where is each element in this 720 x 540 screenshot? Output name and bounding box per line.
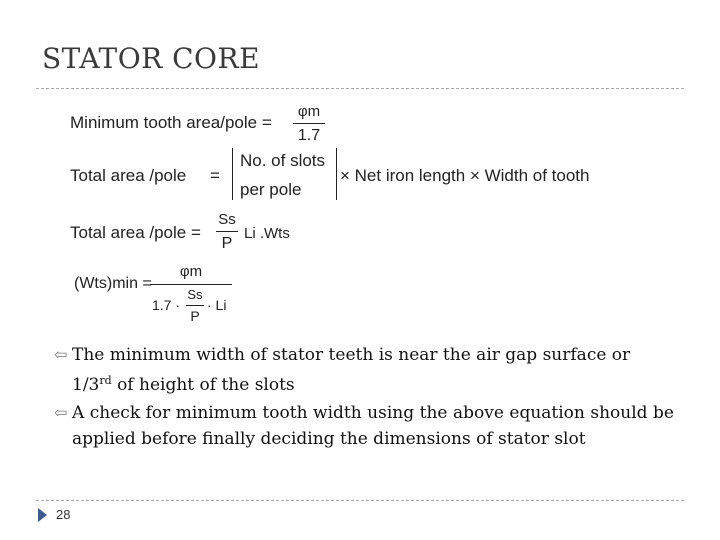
bullet-1-text: The minimum width of stator teeth is near the air gap surface or 1/3 — [72, 345, 631, 395]
eq1-lhs: Minimum tooth area/pole = — [70, 113, 272, 132]
slide-title: STATOR CORE — [42, 42, 261, 75]
arrow-left-icon: ⇦ — [54, 403, 68, 422]
bullet-1-superscript: rd — [99, 374, 112, 387]
eq4-den-denominator: P — [190, 308, 200, 324]
page-number: 28 — [56, 507, 71, 522]
page-marker-icon — [38, 508, 47, 522]
eq2-left-bar — [232, 148, 233, 200]
footer-divider — [36, 500, 684, 501]
eq3-denominator: P — [221, 235, 233, 252]
eq2-right-bar — [336, 148, 337, 200]
eq3-lhs: Total area /pole = — [70, 223, 201, 242]
eq2-bracket-line1: No. of slots — [240, 151, 326, 170]
eq4-fraction-line — [150, 284, 232, 285]
bullet-item — [54, 342, 674, 398]
eq4-numerator: φm — [179, 263, 203, 280]
eq3-rhs: Li .Wts — [244, 225, 290, 242]
eq4-den-numerator: Ss — [187, 287, 203, 302]
eq4-den-coef: 1.7 · — [152, 297, 181, 313]
arrow-left-icon: ⇦ — [54, 345, 68, 364]
bullet-2-text: A check for minimum tooth width using the above equation should be applied before finally deciding the dimensions of stator slot — [72, 403, 674, 449]
eq4-inner-fraction-line — [186, 305, 204, 306]
eq2-bracket-line2: per pole — [240, 180, 302, 199]
eq1-numerator: φm — [297, 103, 321, 120]
eq2-rhs: × Net iron length × Width of tooth — [340, 166, 590, 185]
eq1-fraction-line — [293, 123, 325, 124]
eq1-denominator: 1.7 — [297, 127, 321, 144]
eq4-lhs: (Wts)min = — [74, 275, 152, 292]
title-divider — [36, 88, 684, 89]
eq4-den-tail: · Li — [207, 297, 227, 313]
bullet-1-text-after: of height of the slots — [111, 375, 295, 395]
eq2-equals: = — [210, 166, 220, 185]
bullet-item — [54, 400, 674, 452]
eq3-fraction-line — [216, 231, 238, 232]
eq3-numerator: Ss — [218, 211, 236, 228]
eq2-lhs: Total area /pole — [70, 166, 187, 185]
